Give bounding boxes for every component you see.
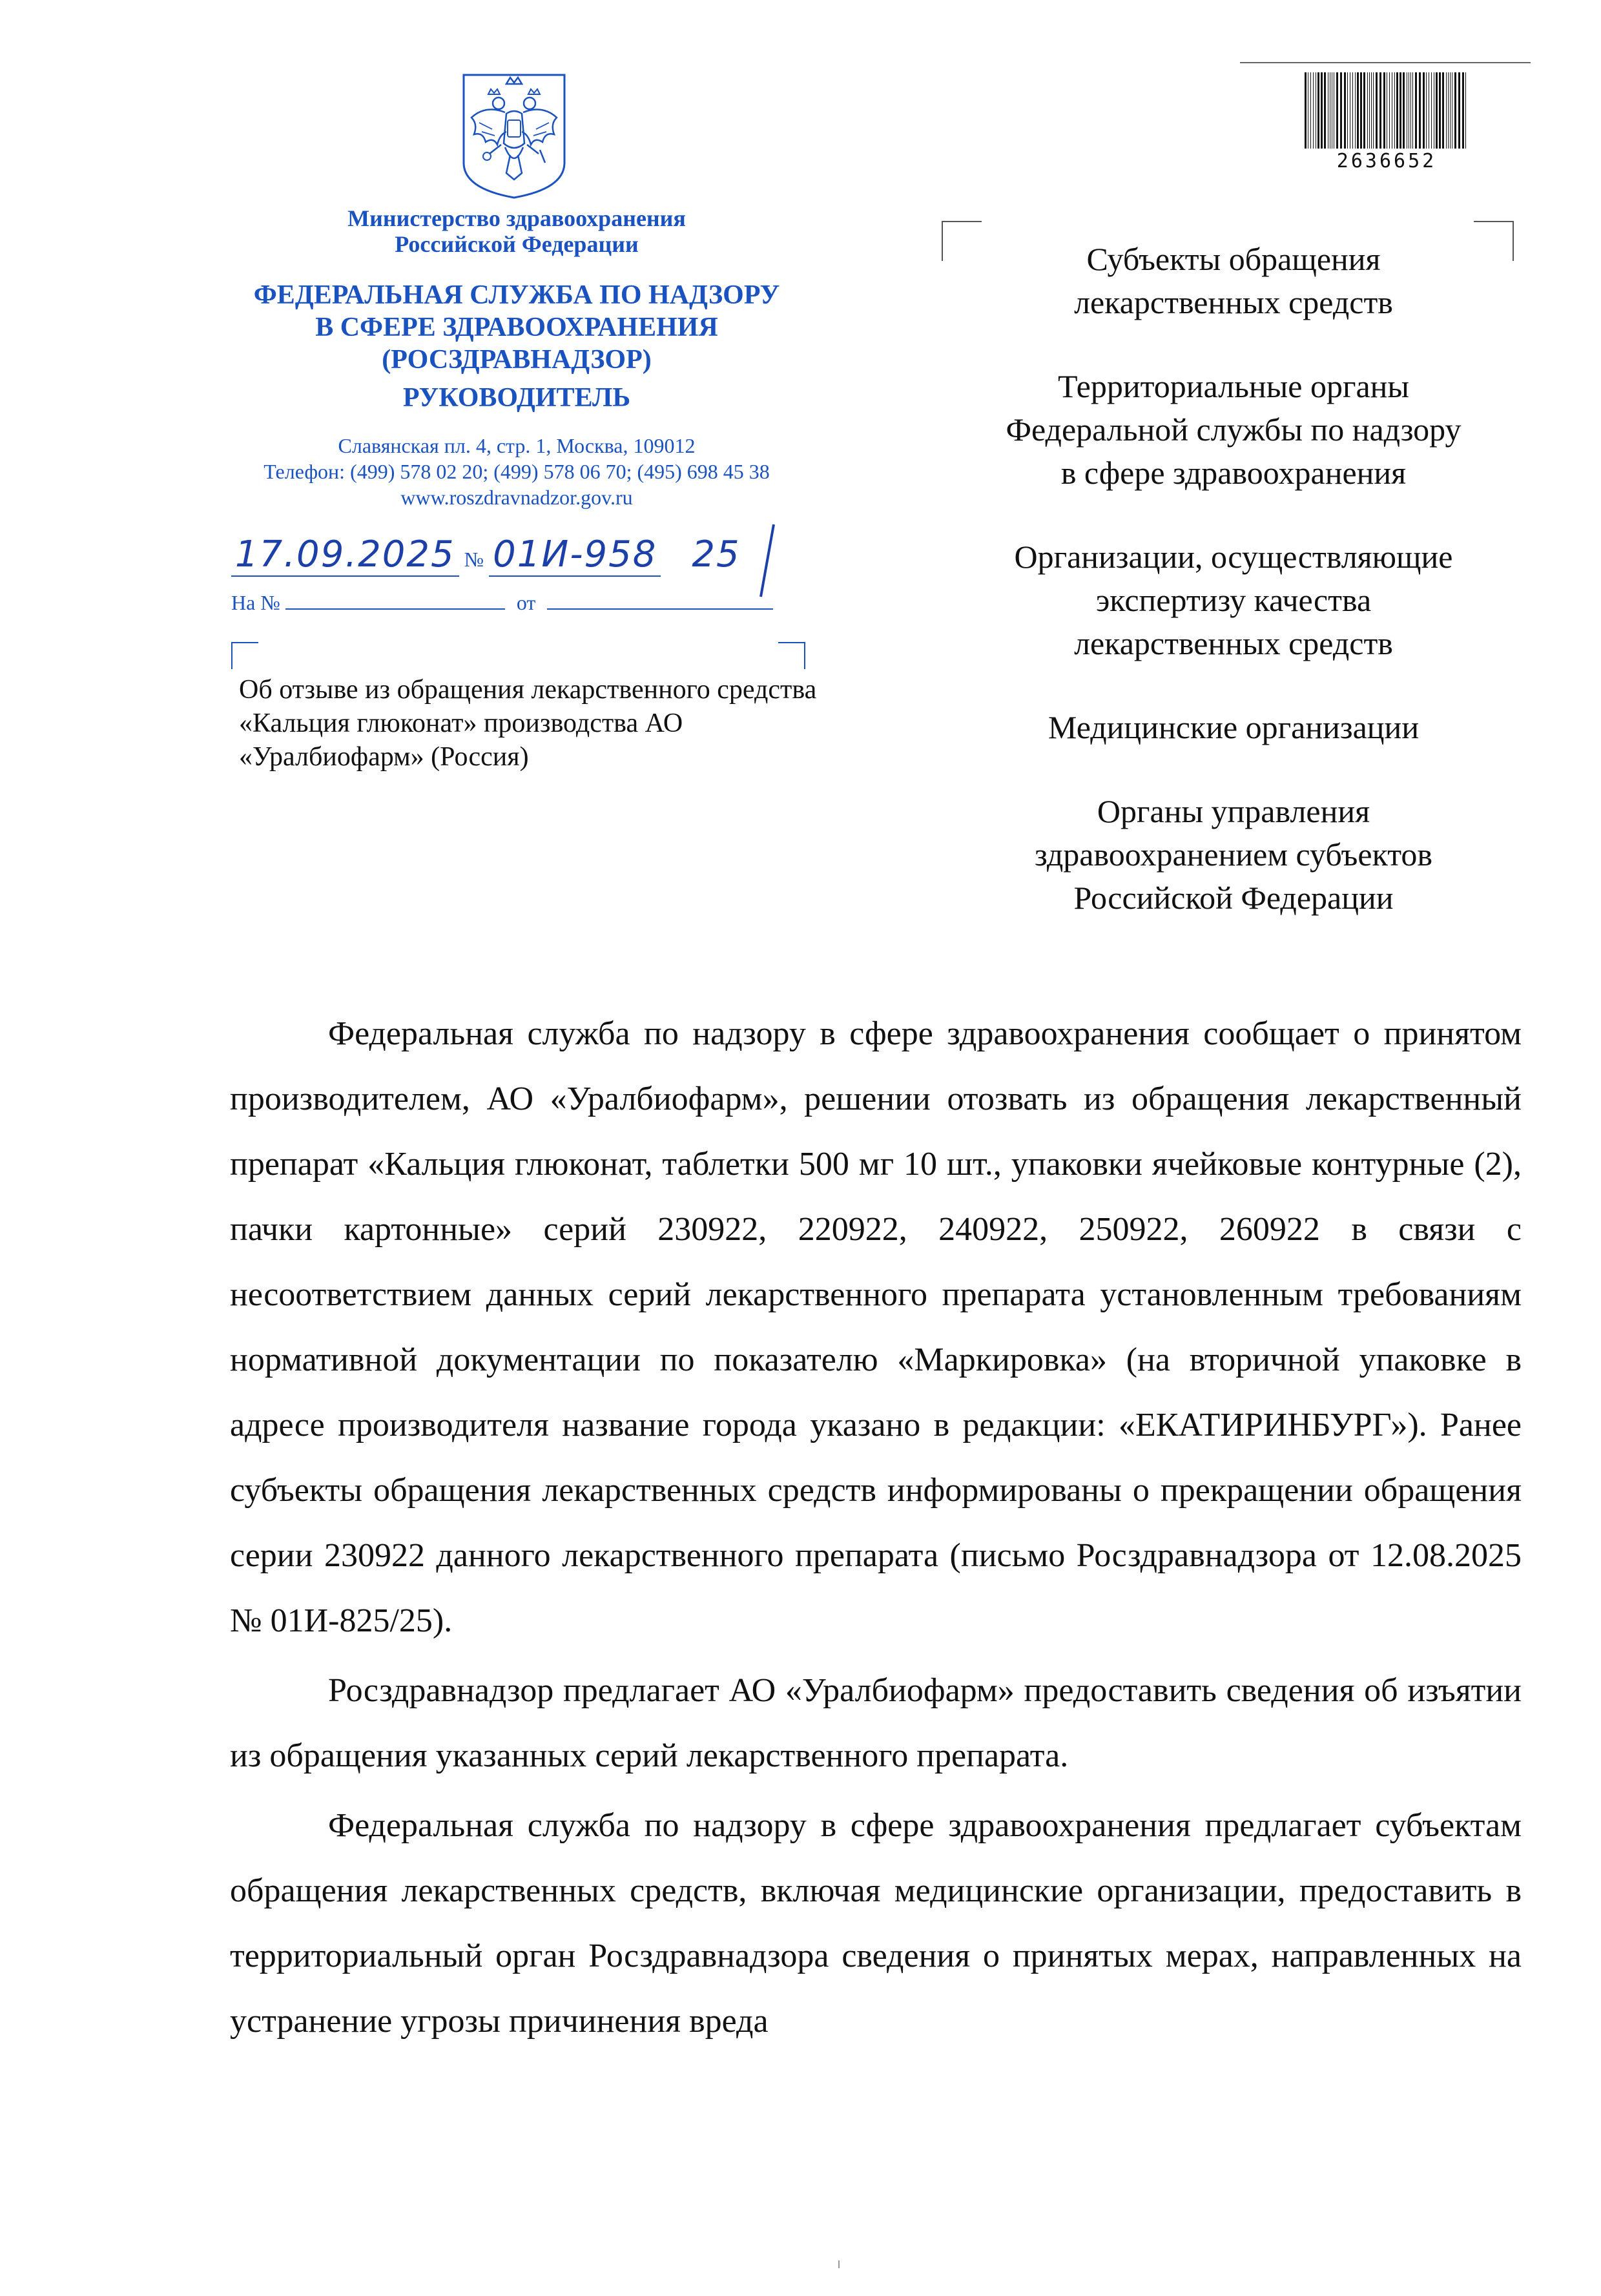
service-name	[213, 279, 820, 376]
top-rule	[1240, 62, 1531, 63]
ref-date-field	[547, 592, 773, 610]
barcode-bar	[1446, 72, 1447, 149]
ministry-line-1: Министерство здравоохранения	[347, 205, 686, 231]
barcode-bar	[1324, 72, 1326, 149]
handwritten-slash	[757, 522, 776, 599]
barcode-bar	[1357, 72, 1359, 149]
barcode-bar	[1419, 72, 1421, 149]
barcode-bar	[1410, 72, 1411, 149]
barcode-bar	[1436, 72, 1438, 149]
barcode-bar	[1454, 72, 1456, 149]
body-paragraph: Росздравнадзор предлагает АО «Уралбиофарм» предоставить сведения об изъятии из обращения указанных серий лекарственного препарата.	[230, 1672, 1522, 1774]
barcode-bar	[1340, 72, 1342, 149]
addressee-line: Органы управления	[1097, 793, 1370, 829]
barcode-bar	[1336, 72, 1338, 149]
barcode-bar	[1383, 72, 1385, 149]
barcode-bar	[1321, 72, 1323, 149]
addressee-group	[943, 790, 1524, 920]
subject-corner-right	[778, 642, 805, 669]
barcode-bar	[1396, 72, 1398, 149]
barcode-bar	[1412, 72, 1413, 149]
addressee-line: Российской Федерации	[1073, 880, 1394, 916]
addressee-line: Территориальные органы	[1057, 368, 1410, 404]
barcode-bar	[1313, 72, 1314, 149]
barcode-bar	[1360, 72, 1362, 149]
letter-subject: Об отзыве из обращения лекарственного средства «Кальция глюконат» производства АО «Уралбиофарм» (Россия)	[239, 675, 817, 772]
body-paragraph: Федеральная служба по надзору в сфере здравоохранения предлагает субъектам обращения лекарственных средств, включая медицинские организации, предоставить в территориальный орган Росздравнадзора сведения о принятых мерах, направленных на устранение угрозы причинения вреда	[230, 1807, 1522, 2040]
barcode-bar	[1373, 72, 1374, 149]
service-line-1: ФЕДЕРАЛЬНАЯ СЛУЖБА ПО НАДЗОРУ	[253, 280, 780, 310]
barcode-bar	[1439, 72, 1441, 149]
barcode	[1303, 72, 1470, 149]
barcode-bar	[1317, 72, 1319, 149]
barcode-bar	[1355, 72, 1356, 149]
letter-number-suffix: 25	[692, 533, 741, 575]
addressee-group	[943, 365, 1524, 495]
service-line-3: (РОСЗДРАВНАДЗОР)	[382, 345, 652, 375]
addressee-block	[943, 238, 1524, 920]
addressee-line: здравоохранением субъектов	[1034, 836, 1433, 873]
barcode-bar	[1352, 72, 1353, 149]
ref-number-field	[285, 592, 505, 610]
barcode-bar	[1310, 72, 1311, 149]
ministry-name	[213, 205, 820, 257]
addressee-line: Медицинские организации	[1048, 709, 1420, 745]
barcode-bar	[1376, 72, 1378, 149]
position-title: РУКОВОДИТЕЛЬ	[402, 383, 631, 413]
addressee-line: лекарственных средств	[1074, 284, 1393, 320]
barcode-bar	[1344, 72, 1346, 149]
number-sign: №	[464, 548, 484, 571]
barcode-bar	[1448, 72, 1449, 149]
addressee-group	[943, 238, 1524, 324]
letter-number: 01И-958	[493, 533, 657, 575]
barcode-bar	[1379, 72, 1381, 149]
addressee-line: в сфере здравоохранения	[1060, 455, 1407, 491]
barcode-bar	[1403, 72, 1405, 149]
registration-line	[231, 533, 741, 577]
addressee-line: Субъекты обращения	[1086, 241, 1381, 277]
website-link: www.roszdravnadzor.gov.ru	[400, 486, 633, 509]
barcode-bar	[1400, 72, 1401, 149]
barcode-bar	[1394, 72, 1395, 149]
addressee-line: экспертизу качества	[1095, 582, 1372, 618]
letter-date: 17.09.2025	[235, 533, 455, 575]
barcode-number: 2636652	[1336, 150, 1437, 172]
addressee-line: лекарственных средств	[1074, 625, 1393, 661]
barcode-bar	[1305, 72, 1307, 149]
phone-numbers: Телефон: (499) 578 02 20; (499) 578 06 70; (495) 698 45 38	[263, 460, 770, 483]
page-mark	[838, 2260, 840, 2268]
barcode-bar	[1363, 72, 1365, 149]
barcode-bar	[1462, 72, 1464, 149]
barcode-bar	[1347, 72, 1348, 149]
barcode-bar	[1431, 72, 1432, 149]
barcode-bar	[1367, 72, 1368, 149]
letter-body	[230, 1001, 1522, 2054]
barcode-bar	[1465, 72, 1466, 149]
barcode-bar	[1389, 72, 1390, 149]
barcode-bar	[1371, 72, 1372, 149]
ministry-line-2: Российской Федерации	[395, 231, 639, 257]
barcode-bar	[1426, 72, 1427, 149]
addressee-line: Организации, осуществляющие	[1014, 539, 1453, 575]
barcode-bar	[1442, 72, 1444, 149]
subject-corner-left	[231, 642, 258, 669]
barcode-bar	[1369, 72, 1370, 149]
barcode-bar	[1450, 72, 1451, 149]
addressee-line: Федеральной службы по надзору	[1006, 411, 1462, 448]
reference-line	[231, 591, 773, 615]
barcode-bar	[1415, 72, 1417, 149]
contact-block	[213, 433, 820, 510]
ref-number-label: На №	[231, 591, 280, 614]
ref-date-label: от	[516, 591, 536, 614]
body-paragraph: Федеральная служба по надзору в сфере здравоохранения сообщает о принятом производителем, АО «Уралбиофарм», решении отозвать из обращения лекарственный препарат «Кальция глюконат, таблетки 500 мг 10 шт., упаковки ячейковые контурные (2), пачки картонные» серий 230922, 220922, 240922, 250922, 260922 в связи с несоответствием данных серий лекарственного препарата установленным требованиям нормативной документации по показателю «Маркировка» (на вторичной упаковке в адресе производителя название города указано в редакции: «ЕКАТИРИНБУРГ»). Ранее субъекты обращения лекарственных средств информированы о прекращении обращения серии 230922 данного лекарственного препарата (письмо Росздравнадзора от 12.08.2025 № 01И-825/25).	[230, 1015, 1522, 1639]
addressee-group	[943, 706, 1524, 749]
barcode-bar	[1458, 72, 1460, 149]
service-line-2: В СФЕРЕ ЗДРАВООХРАНЕНИЯ	[315, 313, 718, 342]
postal-address: Славянская пл. 4, стр. 1, Москва, 109012	[338, 434, 696, 457]
coat-of-arms-emblem	[460, 72, 568, 199]
barcode-bar	[1423, 72, 1425, 149]
addressee-group	[943, 535, 1524, 665]
